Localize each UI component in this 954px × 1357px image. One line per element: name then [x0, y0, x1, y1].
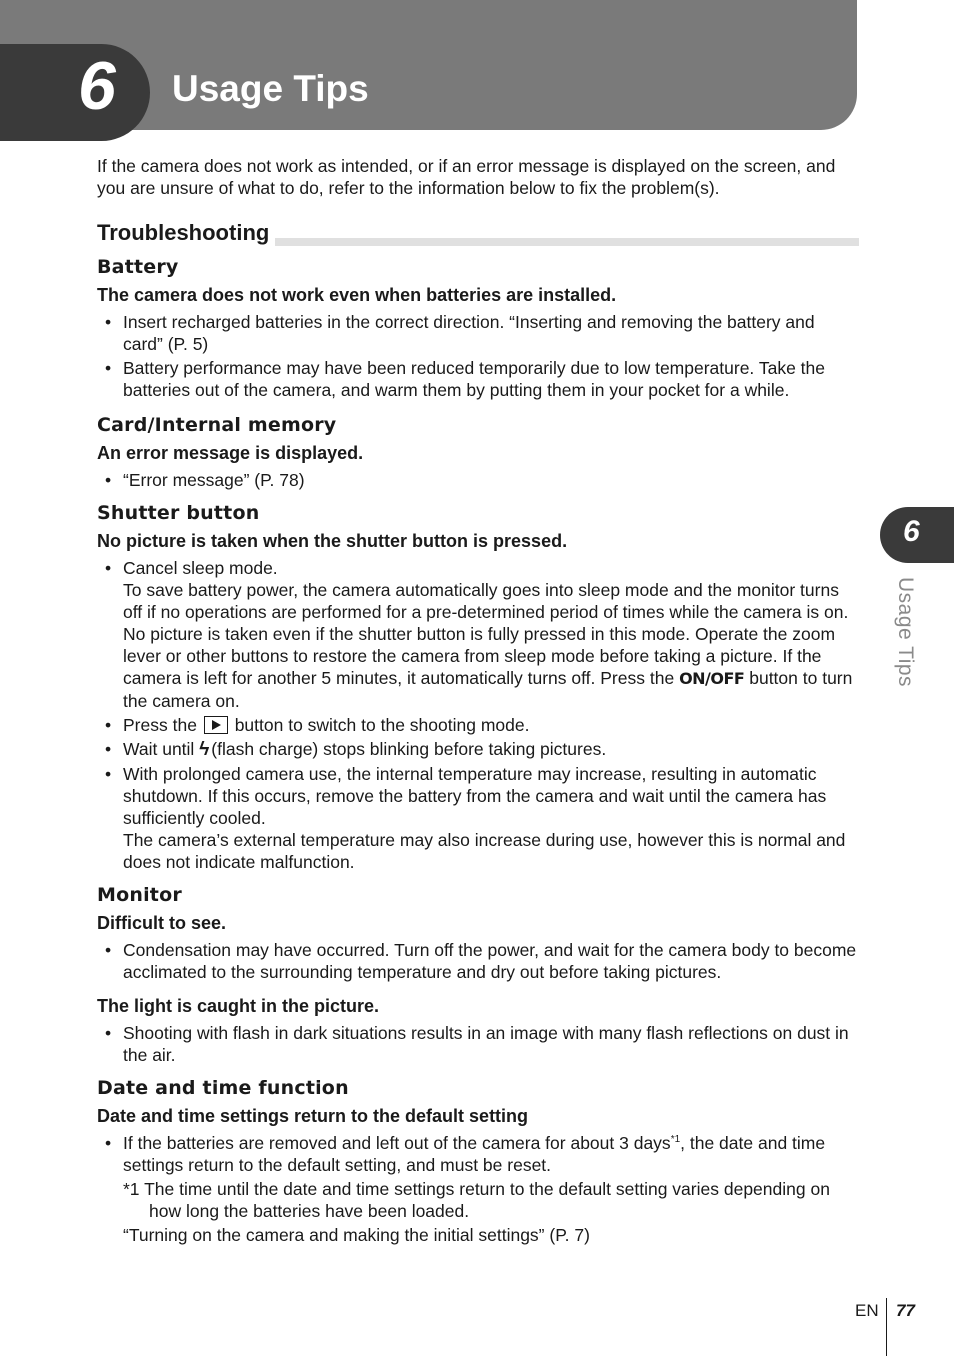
footnote: *1 The time until the date and time settings return to the default setting varies depending on how long the batteries have been loaded. [123, 1179, 830, 1221]
category-monitor: Monitor [97, 884, 182, 906]
monitor-list-2 [97, 1022, 859, 1066]
chapter-number: 6 [78, 48, 116, 124]
list-item: • Cancel sleep mode. To save battery power, the camera automatically goes into sleep mode and the monitor turns off if no operations are performed for a pre-determined period of times while the camera is on. No picture is taken even if the shutter button is fully pressed in this mode. Operate the zoom lever or other buttons to restore the camera from sleep mode before taking a picture. If the camera is left for another 5 minutes, it automatically turns off. Press the ON/OFF button to turn the camera on. [105, 558, 853, 711]
on-off-icon: ON/OFF [679, 669, 745, 688]
problem-monitor-1: Difficult to see. [97, 913, 227, 933]
flash-icon: ϟ [199, 739, 210, 760]
shutter-list [97, 557, 859, 873]
list-item: • Condensation may have occurred. Turn off the power, and wait for the camera body to become acclimated to the surrounding temperature and dry out before taking pictures. [105, 940, 857, 982]
footnote-marker: *1 [670, 1134, 681, 1145]
problem-card: An error message is displayed. [97, 443, 364, 463]
problem-battery: The camera does not work even when batteries are installed. [97, 285, 617, 305]
problem-datetime: Date and time settings return to the default setting [97, 1106, 529, 1126]
play-button-icon [204, 716, 228, 734]
category-datetime: Date and time function [97, 1077, 349, 1099]
problem-shutter: No picture is taken when the shutter button is pressed. [97, 531, 568, 551]
footer-language: EN [855, 1301, 879, 1320]
list-item: • Press the button to switch to the shooting mode. [105, 715, 530, 735]
card-list [97, 469, 859, 491]
list-item: • Shooting with flash in dark situations results in an image with many flash reflections on dust in the air. [105, 1023, 849, 1065]
list-item: • Battery performance may have been reduced temporarily due to low temperature. Take the batteries out of the camera, and warm them by putting them in your pocket for a while. [105, 358, 825, 400]
category-battery: Battery [97, 256, 179, 278]
side-tab-label: Usage Tips [894, 577, 917, 688]
category-card: Card/Internal memory [97, 414, 337, 436]
intro-paragraph: If the camera does not work as intended, or if an error message is displayed on the screen, and you are unsure of what to do, refer to the information below to fix the problem(s). [97, 156, 836, 198]
datetime-list [97, 1132, 859, 1176]
page-title: Usage Tips [172, 68, 369, 109]
category-shutter: Shutter button [97, 502, 260, 524]
reference-link: “Turning on the camera and making the initial settings” (P. 7) [123, 1225, 590, 1245]
section-heading [97, 219, 859, 249]
list-item: • “Error message” (P. 78) [105, 470, 305, 490]
list-item: • Wait until ϟ (flash charge) stops blinking before taking pictures. [105, 739, 607, 760]
footer-divider [886, 1298, 887, 1356]
list-item: • Insert recharged batteries in the correct direction. “Inserting and removing the battery and card” (P. 5) [105, 312, 815, 354]
section-title: Troubleshooting [97, 219, 275, 247]
side-tab-number: 6 [903, 515, 920, 548]
list-item: • If the batteries are removed and left out of the camera for about 3 days$^{*1}$, the date and time settings return to the default setting, and must be reset. [105, 1133, 826, 1175]
problem-monitor-2: The light is caught in the picture. [97, 996, 380, 1016]
list-item: • With prolonged camera use, the internal temperature may increase, resulting in automatic shutdown. If this occurs, remove the battery from the camera and wait until the camera has sufficiently cooled. The camera’s external temperature may also increase during use, however this is normal and does not indicate malfunction. [105, 764, 846, 872]
page-number: 77 [896, 1301, 915, 1320]
battery-list [97, 311, 859, 401]
monitor-list-1 [97, 939, 859, 983]
chapter-badge [0, 44, 150, 141]
main-content [97, 155, 859, 1246]
